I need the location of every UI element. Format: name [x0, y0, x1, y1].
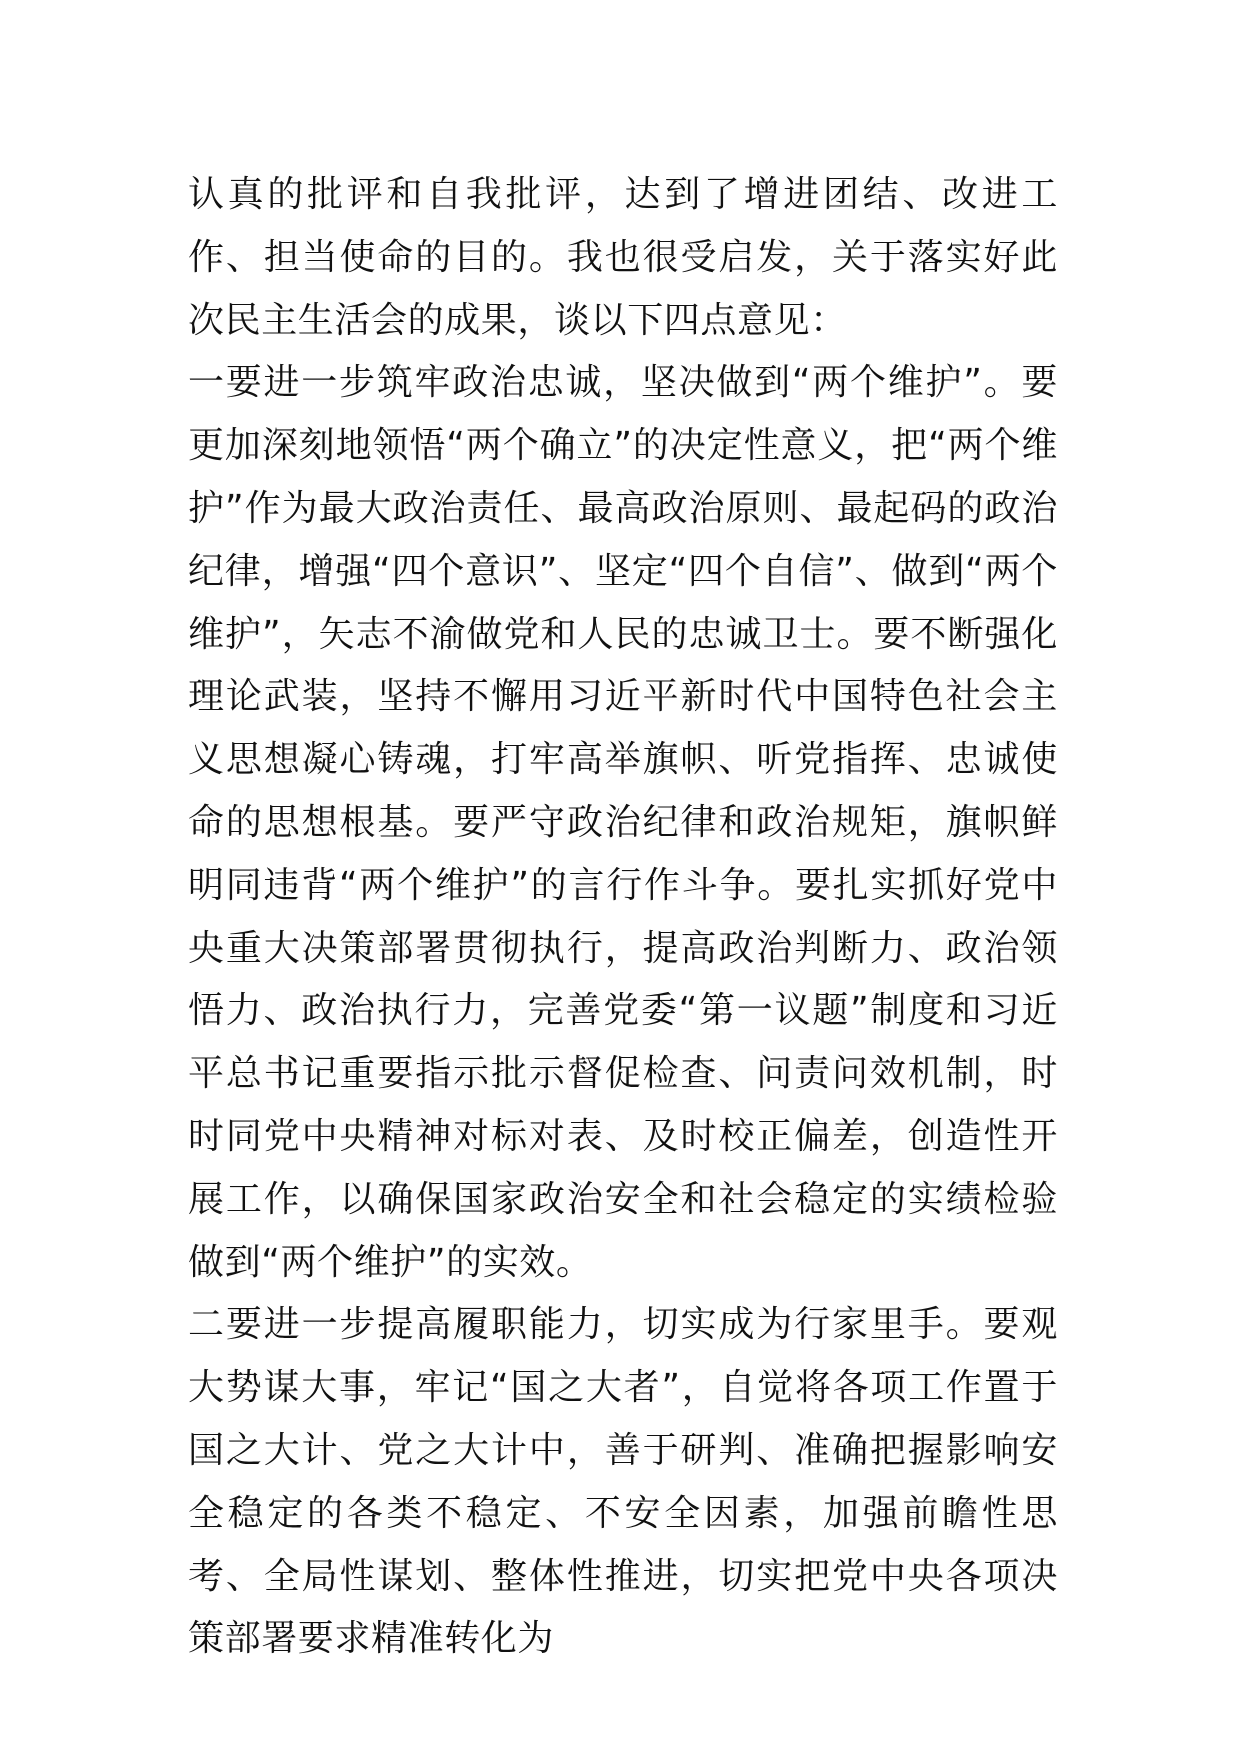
- paragraph-point-one: 一要进一步筑牢政治忠诚，坚决做到“两个维护”。要更加深刻地领悟“两个确立”的决定性意义，把“两个维护”作为最大政治责任、最高政治原则、最起码的政治纪律，增强“四个意识”、坚定“四个自信”、做到“两个维护”，矢志不渝做党和人民的忠诚卫士。要不断强化理论武装，坚持不懈用习近平新时代中国特色社会主义思想凝心铸魂，打牢高举旗帜、听党指挥、忠诚使命的思想根基。要严守政治纪律和政治规矩，旗帜鲜明同违背“两个维护”的言行作斗争。要扎实抓好党中央重大决策部署贯彻执行，提高政治判断力、政治领悟力、政治执行力，完善党委“第一议题”制度和习近平总书记重要指示批示督促检查、问责问效机制，时时同党中央精神对标对表、及时校正偏差，创造性开展工作，以确保国家政治安全和社会稳定的实绩检验做到“两个维护”的实效。: [188, 362, 1058, 1283]
- paragraph-intro: 认真的批评和自我批评，达到了增进团结、改进工作、担当使命的目的。我也很受启发，关于落实好此次民主生活会的成果，谈以下四点意见：: [188, 174, 1058, 341]
- document-body: [188, 164, 1058, 1671]
- paragraph-point-two: 二要进一步提高履职能力，切实成为行家里手。要观大势谋大事，牢记“国之大者”，自觉将各项工作置于国之大计、党之大计中，善于研判、准确把握影响安全稳定的各类不稳定、不安全因素，加强前瞻性思考、全局性谋划、整体性推进，切实把党中央各项决策部署要求精准转化为: [188, 1304, 1058, 1660]
